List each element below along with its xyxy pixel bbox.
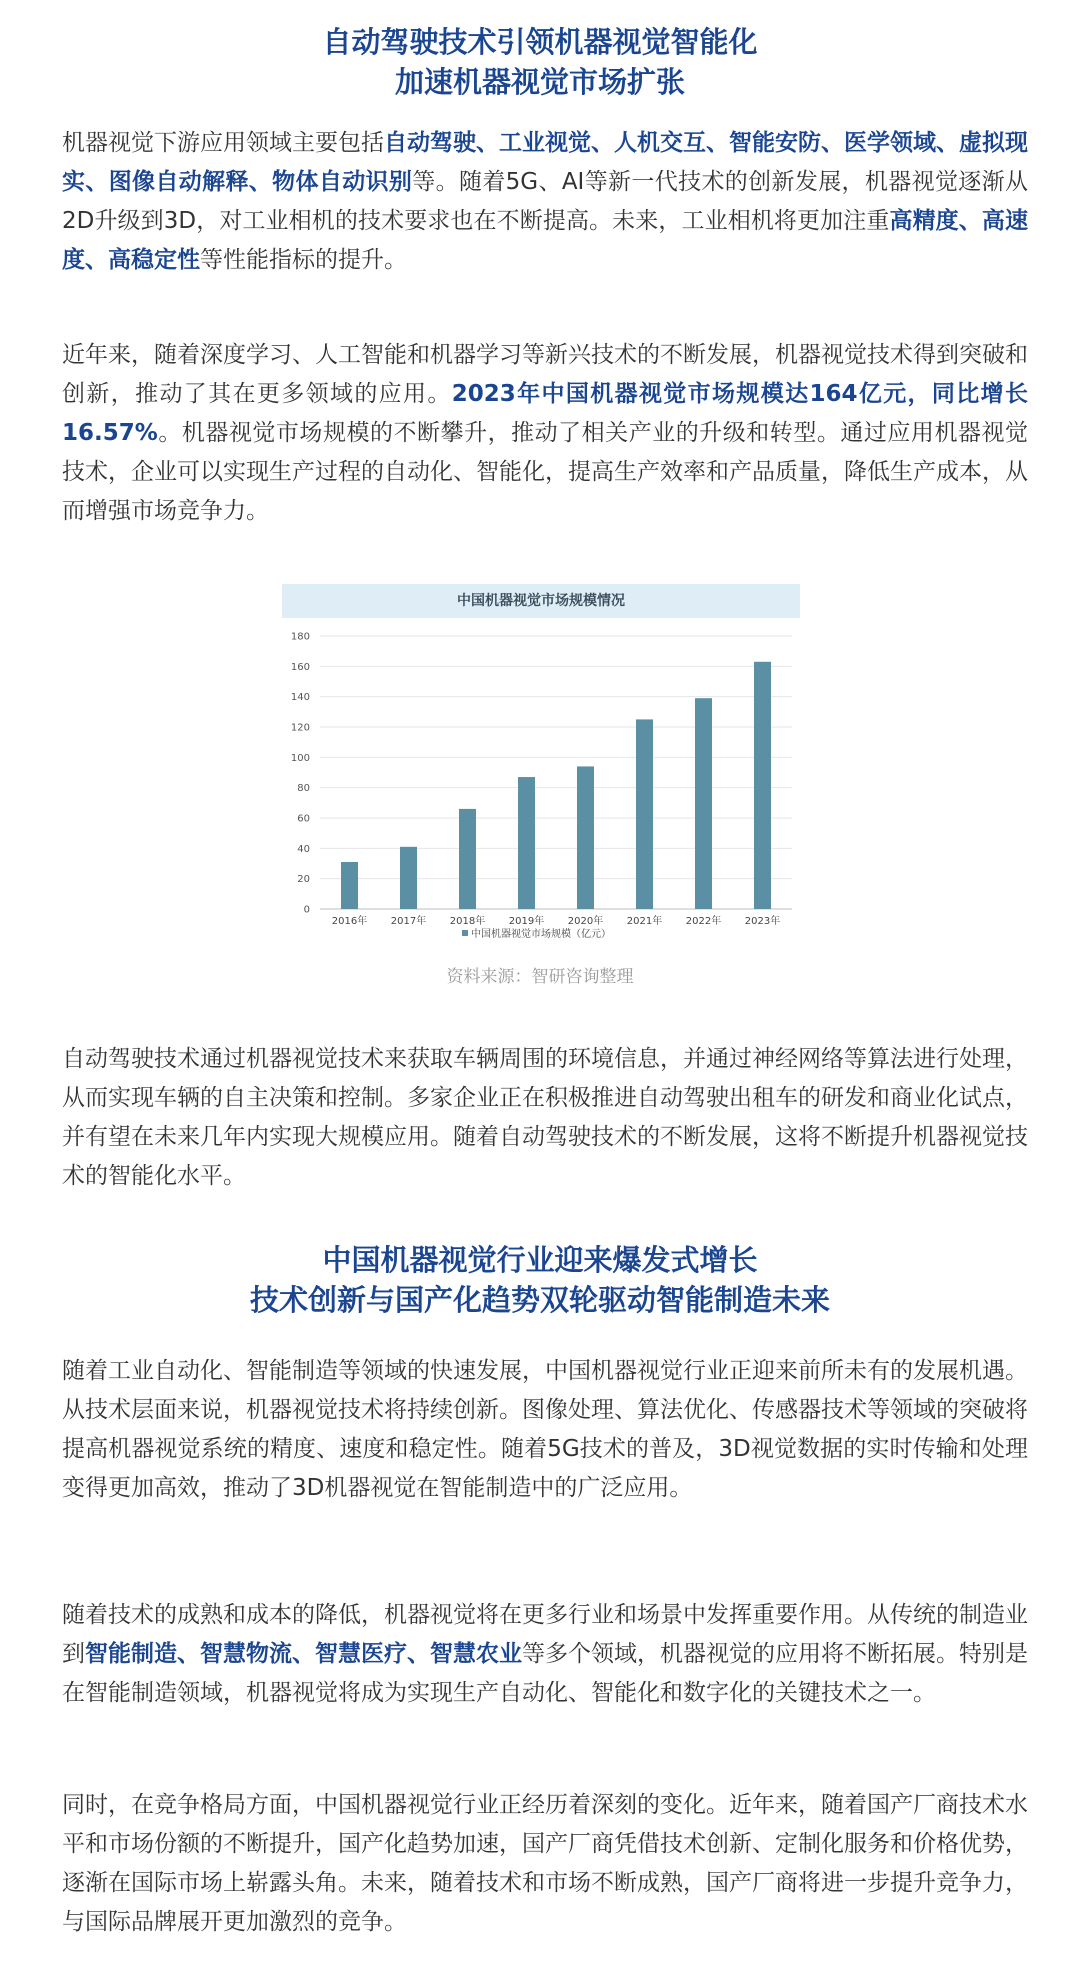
highlight-industries: 智能制造、智慧物流、智慧医疗、智慧农业 xyxy=(85,1641,522,1667)
y-tick-label: 140 xyxy=(290,692,310,704)
text-run: 等。随着5G、AI等新一代技术的创新发展，机器视觉逐渐从2D升级到3D，对工业相机的技术要求也在不断提高。未来，工业相机将更加注重 xyxy=(62,169,1028,234)
x-tick-label: 2023年 xyxy=(744,916,781,927)
text-run: 自动驾驶技术通过机器视觉技术来获取车辆周围的环境信息，并通过神经网络等算法进行处理，从而实现车辆的自主决策和控制。多家企业正在积极推进自动驾驶出租车的研发和商业化试点，并有望在未来几年内实现大规模应用。随着自动驾驶技术的不断发展，这将不断提升机器视觉技术的智能化水平。 xyxy=(62,1046,1028,1189)
x-tick-label: 2022年 xyxy=(685,916,722,927)
text-run: 随着技术的成熟和成本的降低，机器视觉将在更多行业和场景中发挥重要作用。从传统的制造业到 xyxy=(62,1602,1028,1667)
paragraph-4 xyxy=(62,1352,1028,1508)
y-tick-label: 20 xyxy=(297,874,310,886)
bar xyxy=(400,847,417,909)
chart-source: 资料来源：智研咨询整理 xyxy=(446,967,634,987)
section-heading-1 xyxy=(0,22,1080,102)
highlight-market-size: 2023年中国机器视觉市场规模达164亿元，同比增长16.57% xyxy=(62,381,1028,446)
x-tick-label: 2016年 xyxy=(331,916,368,927)
section-heading-2-line2: 技术创新与国产化趋势双轮驱动智能制造未来 xyxy=(249,1283,830,1317)
section-heading-2 xyxy=(0,1240,1080,1320)
y-tick-label: 120 xyxy=(290,722,310,734)
bar xyxy=(636,719,653,909)
y-tick-label: 80 xyxy=(297,783,310,795)
y-tick-label: 180 xyxy=(290,631,310,643)
legend-label: 中国机器视觉市场规模（亿元） xyxy=(471,929,611,940)
y-tick-label: 0 xyxy=(303,904,310,916)
paragraph-5 xyxy=(62,1596,1028,1713)
bar xyxy=(754,662,771,909)
paragraph-1 xyxy=(62,124,1028,280)
section-heading-1-line1: 自动驾驶技术引领机器视觉智能化 xyxy=(322,25,758,59)
text-run: 同时，在竞争格局方面，中国机器视觉行业正经历着深刻的变化。近年来，随着国产厂商技术水平和市场份额的不断提升，国产化趋势加速，国产厂商凭借技术创新、定制化服务和价格优势，逐渐在国际市场上崭露头角。未来，随着技术和市场不断成熟，国产厂商将进一步提升竞争力，与国际品牌展开更加激烈的竞争。 xyxy=(62,1792,1028,1935)
market-size-chart xyxy=(282,584,800,944)
text-run: 等多个领域，机器视觉的应用将不断拓展。特别是在智能制造领域，机器视觉将成为实现生产自动化、智能化和数字化的关键技术之一。 xyxy=(62,1641,1028,1706)
x-tick-label: 2020年 xyxy=(567,916,604,927)
paragraph-6 xyxy=(62,1786,1028,1942)
paragraph-2 xyxy=(62,336,1028,531)
bar xyxy=(341,862,358,909)
chart-plot xyxy=(282,584,800,944)
bar xyxy=(518,777,535,909)
bar xyxy=(459,809,476,909)
y-tick-label: 100 xyxy=(290,752,310,764)
text-run: 近年来，随着深度学习、人工智能和机器学习等新兴技术的不断发展，机器视觉技术得到突破和创新，推动了其在更多领域的应用。 xyxy=(62,342,1028,407)
x-tick-label: 2021年 xyxy=(626,916,663,927)
x-tick-label: 2018年 xyxy=(449,916,486,927)
y-tick-label: 60 xyxy=(297,813,310,825)
paragraph-3 xyxy=(62,1040,1028,1196)
text-run: 。机器视觉市场规模的不断攀升，推动了相关产业的升级和转型。通过应用机器视觉技术，企业可以实现生产过程的自动化、智能化，提高生产效率和产品质量，降低生产成本，从而增强市场竞争力。 xyxy=(62,420,1028,524)
text-run: 机器视觉下游应用领域主要包括 xyxy=(62,130,384,156)
bar xyxy=(695,698,712,909)
text-run: 随着工业自动化、智能制造等领域的快速发展，中国机器视觉行业正迎来前所未有的发展机遇。从技术层面来说，机器视觉技术将持续创新。图像处理、算法优化、传感器技术等领域的突破将提高机器视觉系统的精度、速度和稳定性。随着5G技术的普及，3D视觉数据的实时传输和处理变得更加高效，推动了3D机器视觉在智能制造中的广泛应用。 xyxy=(62,1358,1028,1501)
x-tick-label: 2019年 xyxy=(508,916,545,927)
legend-swatch xyxy=(462,930,468,936)
x-tick-label: 2017年 xyxy=(390,916,427,927)
y-tick-label: 160 xyxy=(290,661,310,673)
highlight-performance: 高精度、高速度、高稳定性 xyxy=(62,208,1029,273)
chart-title: 中国机器视觉市场规模情况 xyxy=(457,593,625,609)
text-run: 等性能指标的提升。 xyxy=(200,247,407,273)
highlight-applications: 自动驾驶、工业视觉、人机交互、智能安防、医学领域、虚拟现实、图像自动解释、物体自动识别 xyxy=(62,130,1028,195)
section-heading-2-line1: 中国机器视觉行业迎来爆发式增长 xyxy=(322,1243,758,1277)
section-heading-1-line2: 加速机器视觉市场扩张 xyxy=(394,65,685,99)
y-tick-label: 40 xyxy=(297,843,310,855)
bar xyxy=(577,766,594,909)
